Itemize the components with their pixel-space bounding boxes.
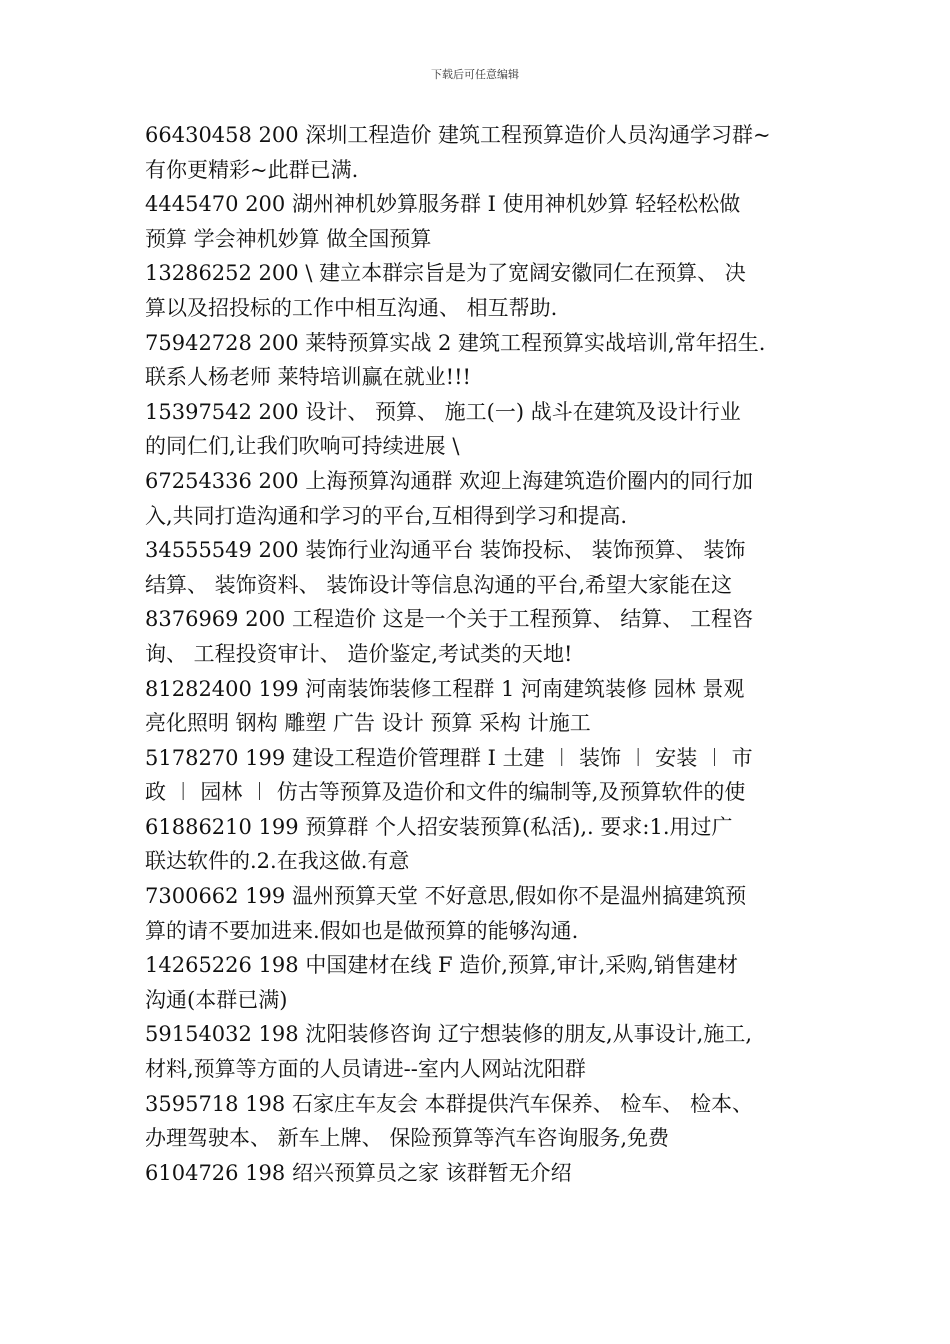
text-line: 算以及招投标的工作中相互沟通、 相互帮助.	[145, 295, 558, 320]
document-body	[145, 118, 815, 1190]
text-line: 3595718 198 石家庄车友会 本群提供汽车保养、 检车、 检本、	[145, 1091, 753, 1116]
text-line: 沟通(本群已满)	[145, 987, 288, 1012]
text-line: 预算 学会神机妙算 做全国预算	[145, 226, 432, 251]
text-line: 61886210 199 预算群 个人招安装预算(私活),. 要求:1.用过广	[145, 814, 733, 839]
text-line: 亮化照明 钢构 雕塑 广告 设计 预算 采构 计施工	[145, 711, 591, 736]
text-line: 7300662 199 温州预算天堂 不好意思,假如你不是温州搞建筑预	[145, 884, 747, 909]
text-line: 66430458 200 深圳工程造价 建筑工程预算造价人员沟通学习群~	[145, 123, 771, 147]
text-line: 政 ︱ 园林 ︱ 仿古等预算及造价和文件的编制等,及预算软件的使	[145, 780, 746, 805]
text-line: 4445470 200 湖州神机妙算服务群 I 使用神机妙算 轻轻松松做	[145, 192, 741, 217]
text-line: 67254336 200 上海预算沟通群 欢迎上海建筑造价圈内的同行加	[145, 468, 753, 493]
text-line: 联系人杨老师 莱特培训赢在就业!!!	[145, 365, 471, 390]
text-line: 15397542 200 设计、 预算、 施工(一) 战斗在建筑及设计行业	[145, 399, 741, 424]
text-line: 算的请不要加进来.假如也是做预算的能够沟通.	[145, 918, 579, 943]
text-line: 办理驾驶本、 新车上牌、 保险预算等汽车咨询服务,免费	[145, 1126, 670, 1151]
text-line: 75942728 200 莱特预算实战 2 建筑工程预算实战培训,常年招生.	[145, 330, 766, 355]
page-header: 下载后可任意编辑	[431, 68, 519, 81]
text-line: 34555549 200 装饰行业沟通平台 装饰投标、 装饰预算、 装饰	[145, 538, 746, 563]
text-line: 8376969 200 工程造价 这是一个关于工程预算、 结算、 工程咨	[145, 607, 753, 632]
text-line: 59154032 198 沈阳装修咨询 辽宁想装修的朋友,从事设计,施工,	[145, 1022, 753, 1047]
text-line: 有你更精彩~此群已满.	[145, 157, 359, 182]
text-line: 询、 工程投资审计、 造价鉴定,考试类的天地!	[145, 641, 573, 666]
text-line: 材料,预算等方面的人员请进--室内人网站沈阳群	[145, 1057, 586, 1082]
text-line: 的同仁们,让我们吹响可持续进展 \	[145, 434, 460, 459]
text-line: 14265226 198 中国建材在线 F 造价,预算,审计,采购,销售建材	[145, 953, 738, 978]
text-line: 6104726 198 绍兴预算员之家 该群暂无介绍	[145, 1160, 572, 1185]
text-line: 5178270 199 建设工程造价管理群 I 土建 ︱ 装饰 ︱ 安装 ︱ 市	[145, 745, 753, 770]
text-line: 联达软件的.2.在我这做.有意	[145, 849, 410, 874]
text-line: 结算、 装饰资料、 装饰设计等信息沟通的平台,希望大家能在这	[145, 572, 733, 597]
text-line: 13286252 200 \ 建立本群宗旨是为了宽阔安徽同仁在预算、 决	[145, 261, 746, 286]
text-line: 入,共同打造沟通和学习的平台,互相得到学习和提高.	[145, 503, 628, 528]
text-line: 81282400 199 河南装饰装修工程群 1 河南建筑装修 园林 景观	[145, 676, 745, 701]
